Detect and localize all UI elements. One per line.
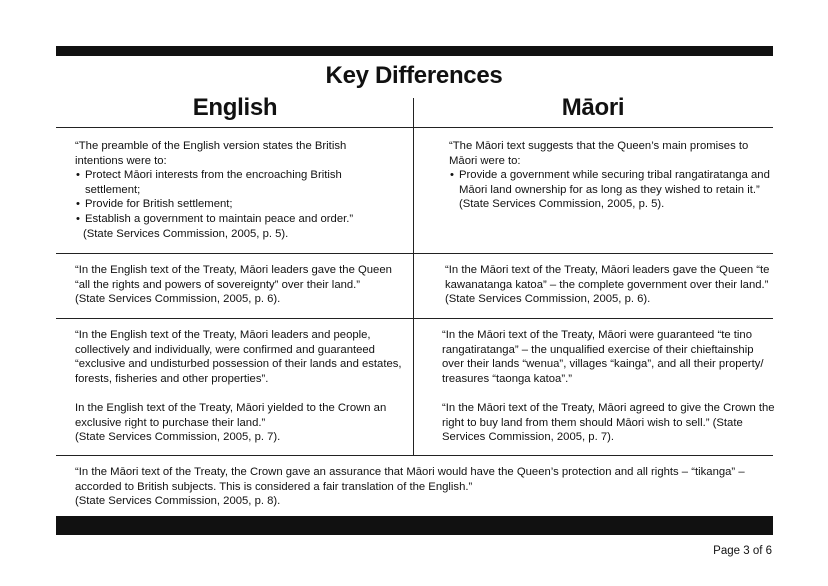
list-item: • Protect Māori interests from the encroaching British settlement; [75, 168, 395, 197]
cell-intro: “The preamble of the English version states the British intentions were to: [75, 140, 347, 167]
cell-paragraph: “In the Māori text of the Treaty, Māori agreed to give the Crown the right to buy land from them should Māori wish to sell.” (State Services Commission, 2005, p. 7). [442, 401, 775, 444]
list-item: • Provide for British settlement; [75, 197, 395, 212]
page-title: Key Differences [325, 62, 503, 89]
cell-paragraph: “In the English text of the Treaty, Māori leaders and people, collectively and individually, were confirmed and guaranteed “exclusive and undisturbed possession of their lands and estates, forests, fisheries and other properties”. [75, 329, 402, 385]
cell-paragraph: In the English text of the Treaty, Māori yielded to the Crown an exclusive right to purchase their land.” [75, 401, 387, 429]
table-rule [56, 318, 773, 319]
page-number: Page 3 of 6 [713, 545, 772, 557]
citation: (State Services Commission, 2005, p. 7). [75, 431, 281, 444]
table-rule [56, 127, 773, 128]
citation: (State Services Commission, 2005, p. 5). [83, 227, 289, 240]
table-rule [56, 455, 773, 456]
list-item: • Provide a government while securing tribal rangatiratanga and Māori land ownership for as long as they wished to retain it.” (State Services Commission, 2005, p. 5). [449, 168, 771, 212]
cell-english-possession [75, 328, 410, 445]
list-item: • Establish a government to maintain peace and order.” [75, 212, 395, 227]
cell-text: “In the Māori text of the Treaty, Māori leaders gave the Queen “te kawanatanga katoa” – the complete government over their land.” (State Services Commission, 2005, p. 6). [445, 264, 770, 306]
cell-intro: “The Māori text suggests that the Queen’s main promises to Māori were to: [449, 140, 749, 167]
cell-english-preamble [75, 139, 395, 241]
column-divider [413, 98, 414, 455]
summary-text: “In the Māori text of the Treaty, the Crown gave an assurance that Māori would have the Queen’s protection and all rights – “tikanga” – accorded to British subjects. This is considered a fair translation of the English.” [75, 466, 745, 493]
cell-paragraph: “In the Māori text of the Treaty, Māori were guaranteed “te tino rangatiratanga” – the unqualified exercise of their chieftainship over their lands “wenua”, villages “kainga”, and all their property/ treasures “taonga katoa”.” [442, 329, 764, 385]
citation: (State Services Commission, 2005, p. 8). [75, 495, 281, 508]
top-rule [56, 46, 773, 56]
column-header-english: English [192, 94, 278, 121]
bullet-list [449, 168, 771, 212]
cell-maori-preamble [449, 139, 771, 212]
bullet-list [75, 168, 395, 226]
table-rule [56, 253, 773, 254]
summary-block [75, 465, 745, 509]
cell-maori-kawanatanga [445, 263, 775, 307]
cell-maori-rangatiratanga [442, 328, 776, 445]
column-header-maori: Māori [561, 94, 625, 121]
cell-english-sovereignty [75, 263, 393, 307]
bottom-rule [56, 516, 773, 535]
cell-text: “In the English text of the Treaty, Māori leaders gave the Queen “all the rights and powers of sovereignty” over their land.” (State Services Commission, 2005, p. 6). [75, 264, 392, 306]
